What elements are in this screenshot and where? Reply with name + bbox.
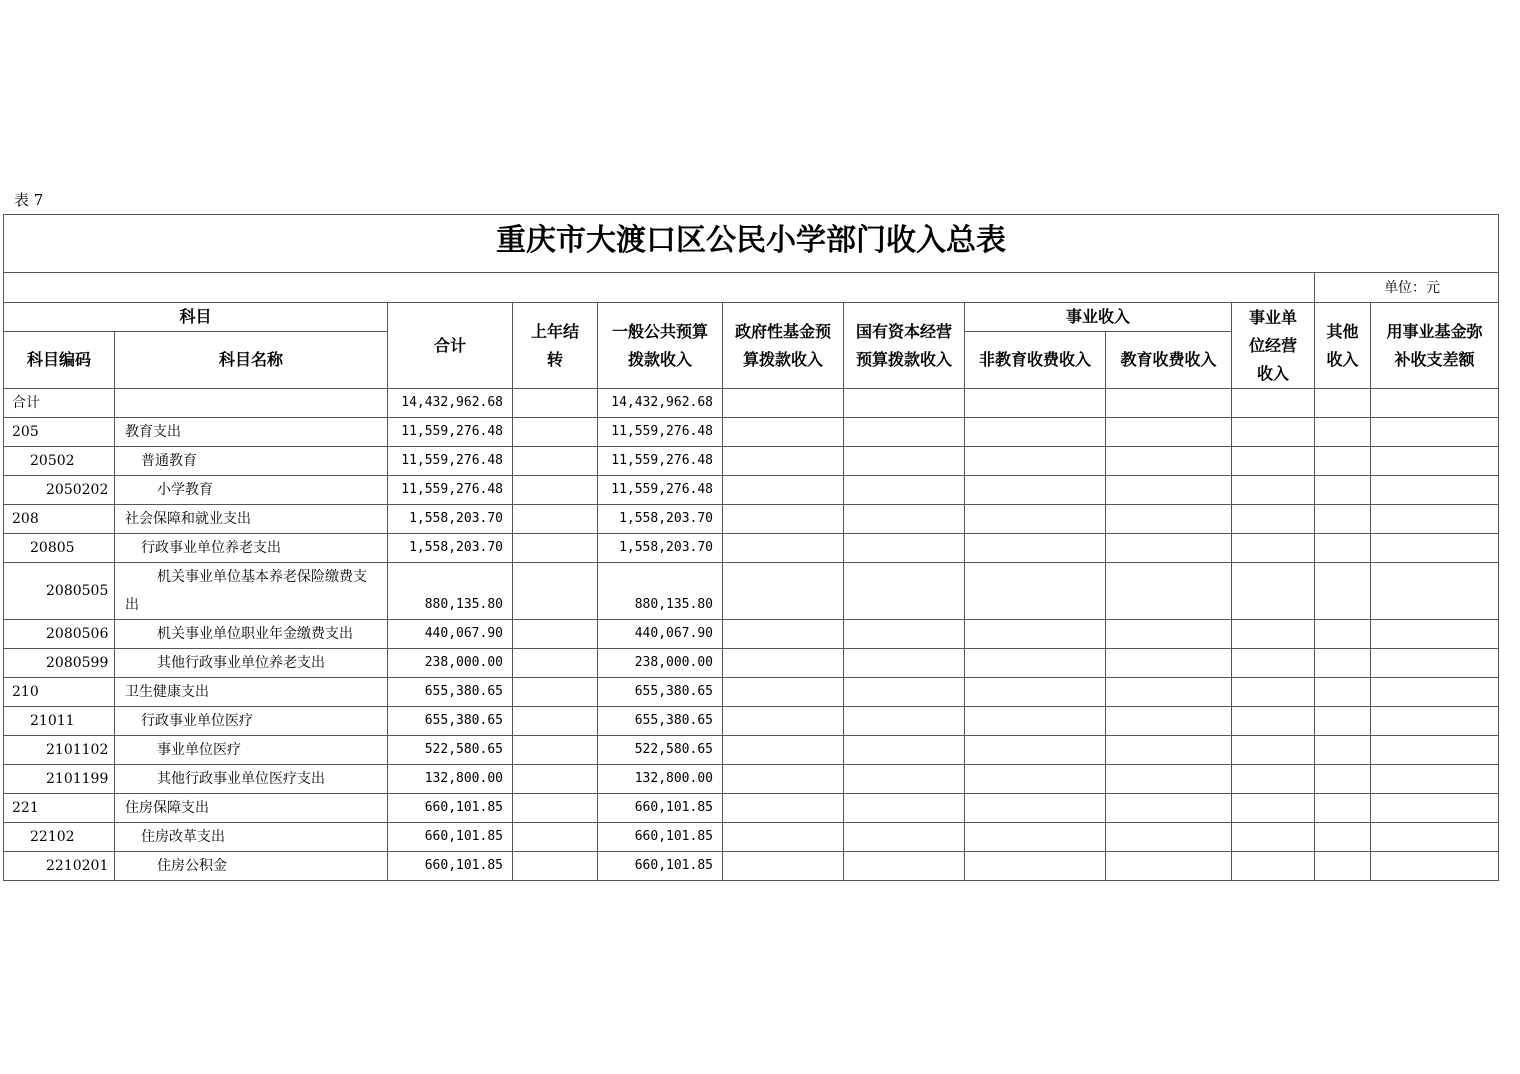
header-prev-year: 上年结转	[513, 303, 598, 389]
unit-operation-cell	[1232, 794, 1315, 823]
total-cell: 132,800.00	[388, 765, 513, 794]
edu-fee-cell	[1106, 649, 1232, 678]
subject-code-cell: 2080506	[4, 620, 115, 649]
total-cell: 660,101.85	[388, 794, 513, 823]
state-capital-cell	[844, 765, 965, 794]
total-cell: 655,380.65	[388, 707, 513, 736]
edu-fee-cell	[1106, 823, 1232, 852]
prev-year-cell	[513, 505, 598, 534]
header-subject: 科目	[4, 303, 388, 332]
total-cell: 11,559,276.48	[388, 418, 513, 447]
other-income-cell	[1315, 476, 1371, 505]
subject-code-cell: 221	[4, 794, 115, 823]
state-capital-cell	[844, 707, 965, 736]
non-edu-fee-cell	[965, 707, 1106, 736]
general-budget-cell: 880,135.80	[598, 563, 723, 620]
non-edu-fee-cell	[965, 534, 1106, 563]
unit-operation-cell	[1232, 418, 1315, 447]
prev-year-cell	[513, 447, 598, 476]
gov-fund-cell	[723, 447, 844, 476]
unit-operation-cell	[1232, 736, 1315, 765]
state-capital-cell	[844, 852, 965, 881]
subject-name-cell: 普通教育	[115, 447, 388, 476]
prev-year-cell	[513, 707, 598, 736]
prev-year-cell	[513, 476, 598, 505]
subject-code-cell: 205	[4, 418, 115, 447]
prev-year-cell	[513, 794, 598, 823]
edu-fee-cell	[1106, 505, 1232, 534]
header-fund-offset: 用事业基金弥补收支差额	[1371, 303, 1499, 389]
general-budget-cell: 440,067.90	[598, 620, 723, 649]
edu-fee-cell	[1106, 534, 1232, 563]
edu-fee-cell	[1106, 447, 1232, 476]
general-budget-cell: 238,000.00	[598, 649, 723, 678]
unit-operation-cell	[1232, 649, 1315, 678]
state-capital-cell	[844, 505, 965, 534]
other-income-cell	[1315, 707, 1371, 736]
header-total: 合计	[388, 303, 513, 389]
subject-name-cell: 事业单位医疗	[115, 736, 388, 765]
fund-offset-cell	[1371, 563, 1499, 620]
state-capital-cell	[844, 476, 965, 505]
state-capital-cell	[844, 678, 965, 707]
edu-fee-cell	[1106, 620, 1232, 649]
gov-fund-cell	[723, 505, 844, 534]
subject-code-cell: 2050202	[4, 476, 115, 505]
subject-name-text: 机关事业单位基本养老保险缴费支出	[125, 569, 367, 613]
subject-code-cell: 20502	[4, 447, 115, 476]
fund-offset-cell	[1371, 678, 1499, 707]
general-budget-cell: 655,380.65	[598, 678, 723, 707]
header-other-income: 其他收入	[1315, 303, 1371, 389]
table-number-label: 表 7	[14, 191, 44, 209]
other-income-cell	[1315, 534, 1371, 563]
state-capital-cell	[844, 534, 965, 563]
other-income-cell	[1315, 852, 1371, 881]
unit-operation-cell	[1232, 476, 1315, 505]
edu-fee-cell	[1106, 418, 1232, 447]
fund-offset-cell	[1371, 852, 1499, 881]
other-income-cell	[1315, 765, 1371, 794]
prev-year-cell	[513, 678, 598, 707]
subject-name-cell: 小学教育	[115, 476, 388, 505]
subject-code-cell: 208	[4, 505, 115, 534]
table-row	[4, 649, 1499, 678]
unit-operation-cell	[1232, 620, 1315, 649]
fund-offset-cell	[1371, 765, 1499, 794]
non-edu-fee-cell	[965, 765, 1106, 794]
fund-offset-cell	[1371, 736, 1499, 765]
gov-fund-cell	[723, 736, 844, 765]
other-income-cell	[1315, 418, 1371, 447]
fund-offset-cell	[1371, 534, 1499, 563]
other-income-cell	[1315, 563, 1371, 620]
table-body	[4, 389, 1499, 881]
fund-offset-cell	[1371, 447, 1499, 476]
subject-name-cell: 其他行政事业单位医疗支出	[115, 765, 388, 794]
subject-code-cell: 21011	[4, 707, 115, 736]
gov-fund-cell	[723, 765, 844, 794]
subject-name-cell: 社会保障和就业支出	[115, 505, 388, 534]
table-row	[4, 389, 1499, 418]
subject-code-cell: 210	[4, 678, 115, 707]
state-capital-cell	[844, 620, 965, 649]
total-cell: 660,101.85	[388, 823, 513, 852]
prev-year-cell	[513, 418, 598, 447]
total-cell: 655,380.65	[388, 678, 513, 707]
prev-year-cell	[513, 736, 598, 765]
non-edu-fee-cell	[965, 418, 1106, 447]
subject-name-cell	[115, 389, 388, 418]
unit-operation-cell	[1232, 534, 1315, 563]
gov-fund-cell	[723, 794, 844, 823]
subject-code-cell: 2080599	[4, 649, 115, 678]
other-income-cell	[1315, 505, 1371, 534]
prev-year-cell	[513, 534, 598, 563]
non-edu-fee-cell	[965, 389, 1106, 418]
subject-name-cell: 其他行政事业单位养老支出	[115, 649, 388, 678]
total-cell: 1,558,203.70	[388, 534, 513, 563]
subject-code-cell: 20805	[4, 534, 115, 563]
table-row	[4, 736, 1499, 765]
general-budget-cell: 1,558,203.70	[598, 505, 723, 534]
prev-year-cell	[513, 852, 598, 881]
subject-code-cell: 2101102	[4, 736, 115, 765]
header-gov-fund: 政府性基金预算拨款收入	[723, 303, 844, 389]
table-row	[4, 678, 1499, 707]
fund-offset-cell	[1371, 707, 1499, 736]
non-edu-fee-cell	[965, 620, 1106, 649]
non-edu-fee-cell	[965, 447, 1106, 476]
fund-offset-cell	[1371, 620, 1499, 649]
fund-offset-cell	[1371, 505, 1499, 534]
table-row	[4, 852, 1499, 881]
unit-operation-cell	[1232, 707, 1315, 736]
unit-operation-cell	[1232, 389, 1315, 418]
non-edu-fee-cell	[965, 794, 1106, 823]
header-edu-fee: 教育收费收入	[1106, 332, 1232, 389]
prev-year-cell	[513, 389, 598, 418]
table-row	[4, 505, 1499, 534]
subject-name-cell: 行政事业单位养老支出	[115, 534, 388, 563]
table-row	[4, 823, 1499, 852]
non-edu-fee-cell	[965, 649, 1106, 678]
non-edu-fee-cell	[965, 736, 1106, 765]
non-edu-fee-cell	[965, 823, 1106, 852]
unit-operation-cell	[1232, 678, 1315, 707]
subject-name-cell: 机关事业单位职业年金缴费支出	[115, 620, 388, 649]
general-budget-cell: 11,559,276.48	[598, 476, 723, 505]
fund-offset-cell	[1371, 649, 1499, 678]
other-income-cell	[1315, 447, 1371, 476]
edu-fee-cell	[1106, 678, 1232, 707]
gov-fund-cell	[723, 389, 844, 418]
fund-offset-cell	[1371, 389, 1499, 418]
subject-code-cell: 2101199	[4, 765, 115, 794]
table-row	[4, 447, 1499, 476]
edu-fee-cell	[1106, 736, 1232, 765]
table-row	[4, 534, 1499, 563]
fund-offset-cell	[1371, 476, 1499, 505]
non-edu-fee-cell	[965, 678, 1106, 707]
gov-fund-cell	[723, 852, 844, 881]
header-business-income: 事业收入	[965, 303, 1232, 332]
state-capital-cell	[844, 736, 965, 765]
prev-year-cell	[513, 649, 598, 678]
state-capital-cell	[844, 794, 965, 823]
gov-fund-cell	[723, 418, 844, 447]
general-budget-cell: 14,432,962.68	[598, 389, 723, 418]
subject-name-cell: 住房公积金	[115, 852, 388, 881]
header-general-budget: 一般公共预算拨款收入	[598, 303, 723, 389]
header-state-capital: 国有资本经营预算拨款收入	[844, 303, 965, 389]
header-non-edu-fee: 非教育收费收入	[965, 332, 1106, 389]
gov-fund-cell	[723, 823, 844, 852]
gov-fund-cell	[723, 649, 844, 678]
general-budget-cell: 660,101.85	[598, 794, 723, 823]
total-cell: 880,135.80	[388, 563, 513, 620]
non-edu-fee-cell	[965, 563, 1106, 620]
table-row	[4, 794, 1499, 823]
header-unit-operation: 事业单位经营收入	[1232, 303, 1315, 389]
gov-fund-cell	[723, 563, 844, 620]
state-capital-cell	[844, 823, 965, 852]
state-capital-cell	[844, 389, 965, 418]
general-budget-cell: 1,558,203.70	[598, 534, 723, 563]
state-capital-cell	[844, 418, 965, 447]
state-capital-cell	[844, 649, 965, 678]
state-capital-cell	[844, 563, 965, 620]
subject-code-cell: 合计	[4, 389, 115, 418]
subject-code-cell: 2210201	[4, 852, 115, 881]
fund-offset-cell	[1371, 418, 1499, 447]
gov-fund-cell	[723, 678, 844, 707]
non-edu-fee-cell	[965, 476, 1106, 505]
gov-fund-cell	[723, 476, 844, 505]
edu-fee-cell	[1106, 563, 1232, 620]
general-budget-cell: 660,101.85	[598, 823, 723, 852]
edu-fee-cell	[1106, 794, 1232, 823]
prev-year-cell	[513, 620, 598, 649]
table-row	[4, 563, 1499, 620]
income-summary-table	[3, 214, 1499, 881]
general-budget-cell: 132,800.00	[598, 765, 723, 794]
edu-fee-cell	[1106, 389, 1232, 418]
other-income-cell	[1315, 823, 1371, 852]
gov-fund-cell	[723, 534, 844, 563]
unit-operation-cell	[1232, 505, 1315, 534]
total-cell: 1,558,203.70	[388, 505, 513, 534]
prev-year-cell	[513, 823, 598, 852]
subject-name-cell	[115, 563, 388, 620]
general-budget-cell: 11,559,276.48	[598, 447, 723, 476]
non-edu-fee-cell	[965, 505, 1106, 534]
edu-fee-cell	[1106, 765, 1232, 794]
subject-code-cell: 2080505	[4, 563, 115, 620]
other-income-cell	[1315, 620, 1371, 649]
table-row	[4, 765, 1499, 794]
other-income-cell	[1315, 389, 1371, 418]
unit-operation-cell	[1232, 823, 1315, 852]
unit-operation-cell	[1232, 852, 1315, 881]
subject-name-cell: 行政事业单位医疗	[115, 707, 388, 736]
subject-code-cell: 22102	[4, 823, 115, 852]
subject-name-cell: 卫生健康支出	[115, 678, 388, 707]
unit-operation-cell	[1232, 765, 1315, 794]
total-cell: 238,000.00	[388, 649, 513, 678]
state-capital-cell	[844, 447, 965, 476]
edu-fee-cell	[1106, 852, 1232, 881]
table-row	[4, 418, 1499, 447]
gov-fund-cell	[723, 707, 844, 736]
fund-offset-cell	[1371, 794, 1499, 823]
non-edu-fee-cell	[965, 852, 1106, 881]
total-cell: 522,580.65	[388, 736, 513, 765]
table-row	[4, 620, 1499, 649]
edu-fee-cell	[1106, 707, 1232, 736]
subject-name-cell: 住房改革支出	[115, 823, 388, 852]
other-income-cell	[1315, 678, 1371, 707]
general-budget-cell: 660,101.85	[598, 852, 723, 881]
subject-name-cell: 教育支出	[115, 418, 388, 447]
prev-year-cell	[513, 765, 598, 794]
total-cell: 440,067.90	[388, 620, 513, 649]
unit-operation-cell	[1232, 563, 1315, 620]
edu-fee-cell	[1106, 476, 1232, 505]
table-row	[4, 707, 1499, 736]
fund-offset-cell	[1371, 823, 1499, 852]
page-title: 重庆市大渡口区公民小学部门收入总表	[496, 223, 1007, 258]
other-income-cell	[1315, 649, 1371, 678]
header-code: 科目编码	[4, 332, 115, 389]
total-cell: 11,559,276.48	[388, 447, 513, 476]
gov-fund-cell	[723, 620, 844, 649]
general-budget-cell: 522,580.65	[598, 736, 723, 765]
total-cell: 14,432,962.68	[388, 389, 513, 418]
unit-operation-cell	[1232, 447, 1315, 476]
general-budget-cell: 655,380.65	[598, 707, 723, 736]
general-budget-cell: 11,559,276.48	[598, 418, 723, 447]
prev-year-cell	[513, 563, 598, 620]
table-row	[4, 476, 1499, 505]
header-name: 科目名称	[115, 332, 388, 389]
total-cell: 660,101.85	[388, 852, 513, 881]
title-cell	[4, 215, 1499, 273]
other-income-cell	[1315, 736, 1371, 765]
total-cell: 11,559,276.48	[388, 476, 513, 505]
unit-row-blank	[4, 273, 1315, 303]
other-income-cell	[1315, 794, 1371, 823]
subject-name-cell: 住房保障支出	[115, 794, 388, 823]
unit-label: 单位：元	[1315, 273, 1499, 303]
